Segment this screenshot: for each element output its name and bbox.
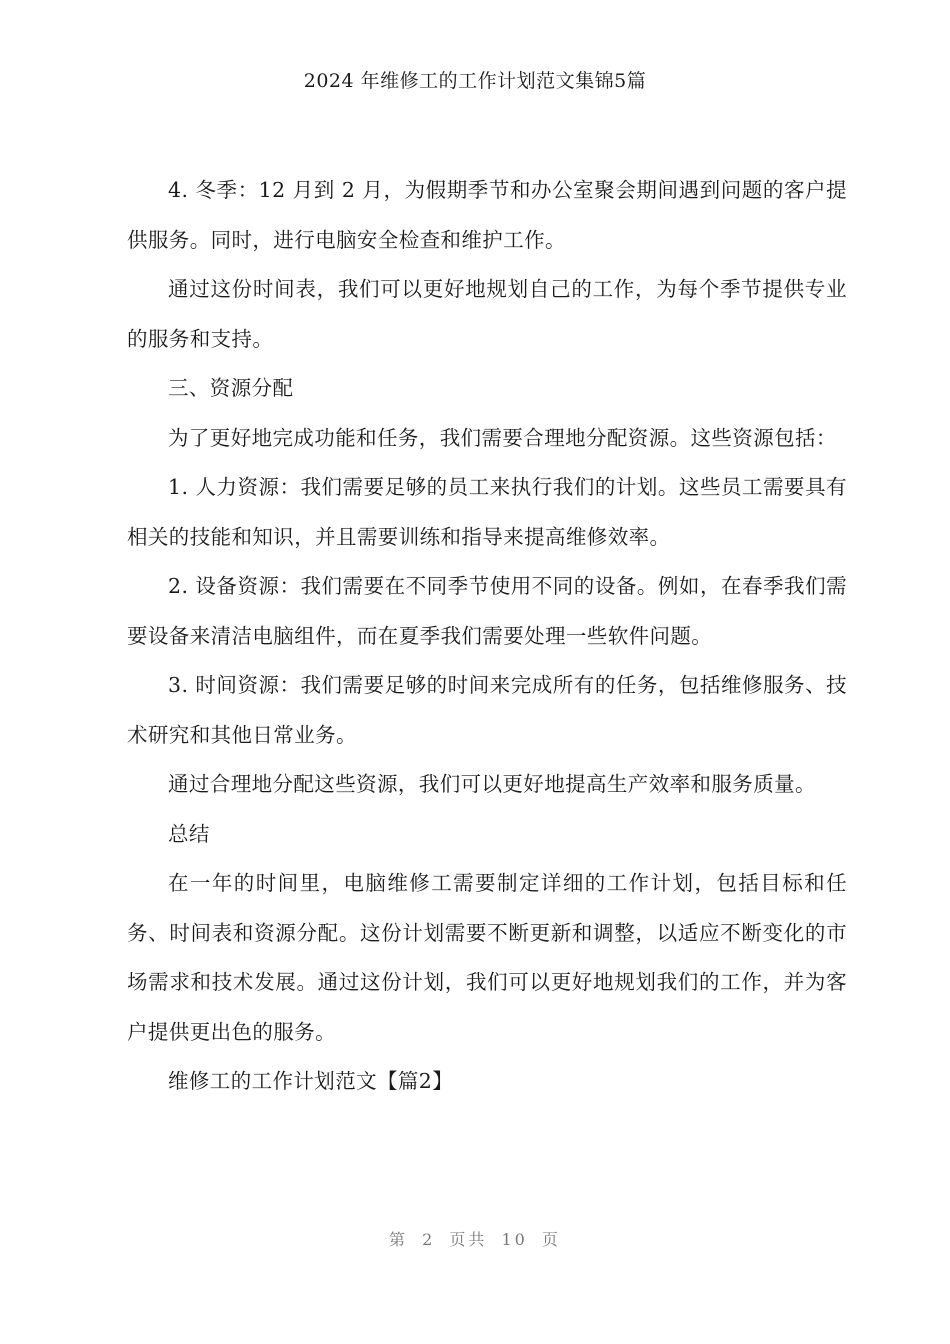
paragraph-winter-season: 4. 冬季：12 月到 2 月，为假期季节和办公室聚会期间遇到问题的客户提供服务。同时，进行电脑安全检查和维护工作。 [127, 178, 847, 252]
section-heading-summary: 总结 [168, 821, 210, 846]
document-header-title: 2024 年维修工的工作计划范文集锦5篇 [303, 70, 647, 92]
paragraph-conclusion: 在一年的时间里，电脑维修工需要制定详细的工作计划，包括目标和任务、时间表和资源分配。这份计划需要不断更新和调整，以适应不断变化的市场需求和技术发展。通过这份计划，我们可以更好地规划我们的工作，并为客户提供更出色的服务。 [127, 871, 847, 1044]
page-number-footer: 第 2 页共 10 页 [389, 1230, 561, 1249]
paragraph-resource-summary: 通过合理地分配这些资源，我们可以更好地提高生产效率和服务质量。 [168, 772, 816, 796]
section-heading-resource-allocation: 三、资源分配 [168, 376, 294, 400]
paragraph-equipment-resources: 2. 设备资源：我们需要在不同季节使用不同的设备。例如，在春季我们需要设备来清洁电脑组件，而在夏季我们需要处理一些软件问题。 [127, 574, 847, 648]
paragraph-resource-intro: 为了更好地完成功能和任务，我们需要合理地分配资源。这些资源包括： [168, 425, 837, 450]
paragraph-schedule-summary: 通过这份时间表，我们可以更好地规划自己的工作，为每个季节提供专业的服务和支持。 [127, 277, 847, 351]
paragraph-human-resources: 1. 人力资源：我们需要足够的员工来执行我们的计划。这些员工需要具有相关的技能和知识，并且需要训练和指导来提高维修效率。 [127, 475, 847, 549]
section-heading-part-2: 维修工的工作计划范文【篇2】 [168, 1069, 454, 1093]
document-body [127, 166, 847, 1107]
paragraph-time-resources: 3. 时间资源：我们需要足够的时间来完成所有的任务，包括维修服务、技术研究和其他日常业务。 [127, 673, 847, 747]
